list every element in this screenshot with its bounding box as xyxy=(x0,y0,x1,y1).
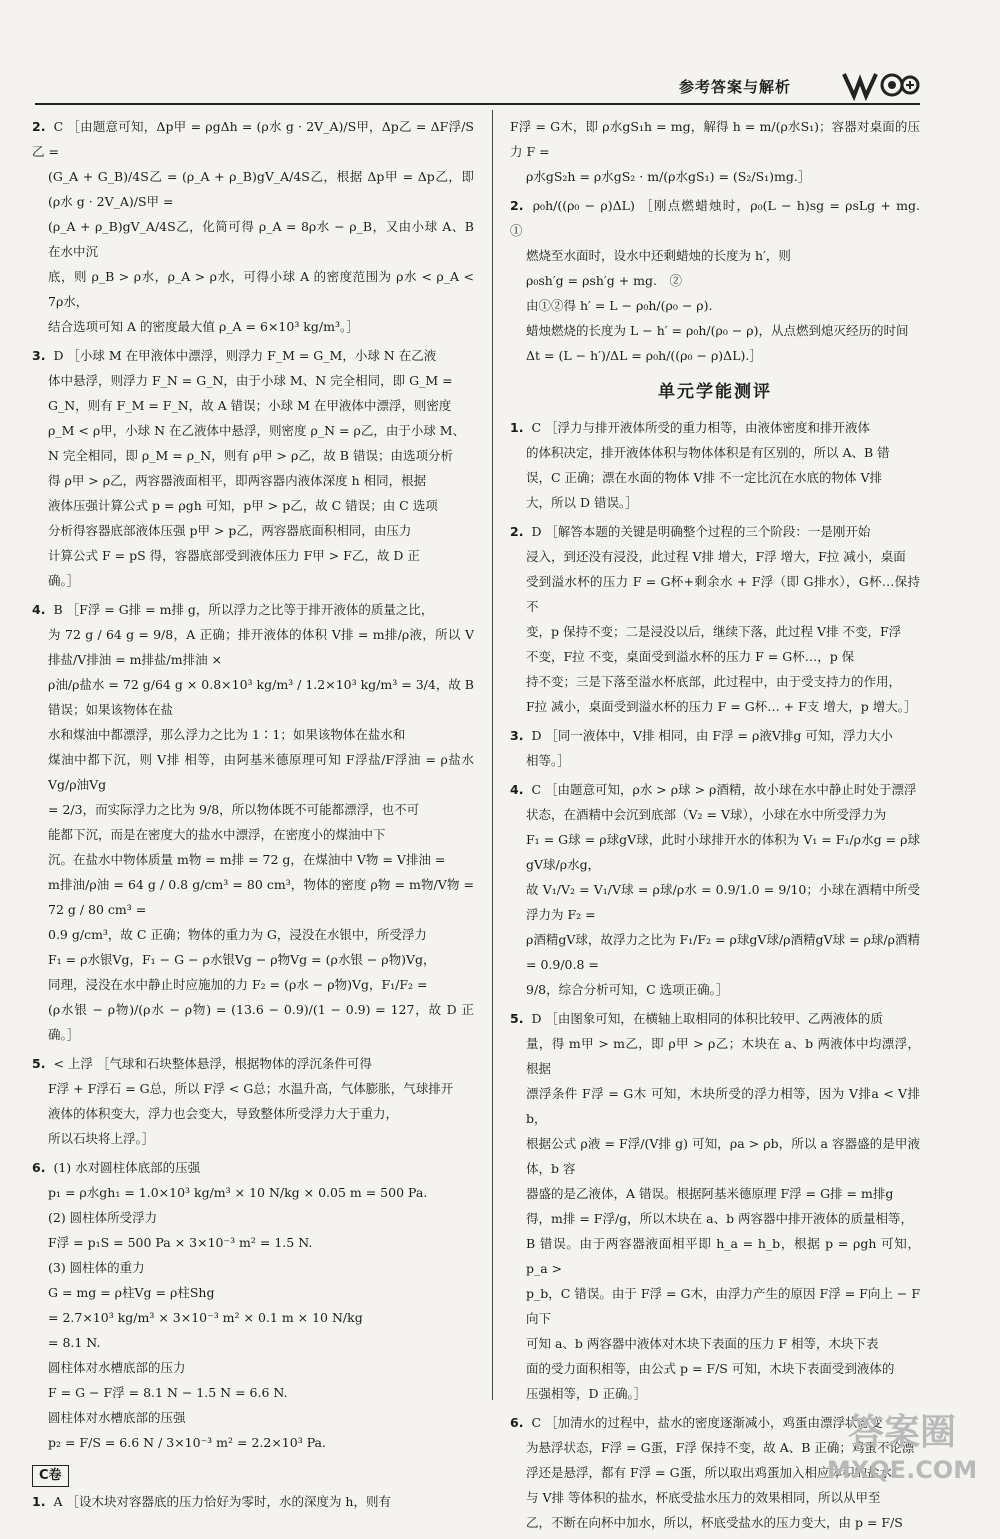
brand-logo-icon xyxy=(840,68,920,102)
item-line: F浮 + F浮石 = G总，所以 F浮 < G总；水温升高，气体膨胀，气球排开 xyxy=(48,1081,454,1096)
answer-item xyxy=(32,1155,474,1455)
item-line: ρ油/ρ盐水 = 72 g/64 g × 0.8×10³ kg/m³ / 1.2×10³ kg/m³ = 3/4，故 B 错误；如果该物体在盐 xyxy=(48,677,474,717)
item-line: < 上浮 ［气球和石块整体悬浮，根据物体的浮沉条件可得 xyxy=(53,1056,372,1071)
item-line: F拉 减小，桌面受到溢水杯的压力 F = G杯… + F支 增大，p 增大。］ xyxy=(526,699,917,714)
header-rule xyxy=(35,103,920,105)
item-line: G_N，则有 F_M = F_N，故 A 错误；小球 M 在甲液体中漂浮，则密度 xyxy=(48,398,452,413)
item-line: m排油/ρ油 = 64 g / 0.8 g/cm³ = 80 cm³，物体的密度 ρ物 = m物/V物 = 72 g / 80 cm³ = xyxy=(48,877,474,917)
answer-item xyxy=(510,723,920,773)
item-line: p_b，C 错误。由于 F浮 = G木，由浮力产生的原因 F浮 = F向上 − F向下 xyxy=(526,1286,920,1326)
item-line: D ［同一液体中，V排 相同，由 F浮 = ρ液V排g 可知，浮力大小 xyxy=(531,728,893,743)
answer-item xyxy=(510,777,920,1002)
item-line: 根据公式 ρ液 = F浮/(V排 g) 可知，ρa > ρb，所以 a 容器盛的是甲液体，b 容 xyxy=(526,1136,920,1176)
item-line: 蜡烛燃烧的长度为 L − h′ = ρ₀h/(ρ₀ − ρ)，从点燃到熄灭经历的时间 xyxy=(526,323,909,338)
item-line: ρ酒精gV球，故浮力之比为 F₁/F₂ = ρ球gV球/ρ酒精gV球 = ρ球/ρ酒精 = 0.9/0.8 = xyxy=(526,932,920,972)
item-line: C ［加清水的过程中，盐水的密度逐渐减小，鸡蛋由漂浮状态变 xyxy=(531,1415,883,1430)
item-line: F浮 = G木，即 ρ水gS₁h = mg，解得 h = m/(ρ水S₁)；容器对桌面的压力 F = xyxy=(510,119,920,159)
item-line: B 错误。由于两容器液面相平即 h_a = h_b，根据 p = ρgh 可知，p_a > xyxy=(526,1236,920,1276)
item-line: = 2.7×10³ kg/m³ × 3×10⁻³ m² × 0.1 m × 10 N/kg xyxy=(48,1310,363,1325)
item-line: F = G − F浮 = 8.1 N − 1.5 N = 6.6 N. xyxy=(48,1385,288,1400)
item-line: 可知 a、b 两容器中液体对木块下表面的压力 F 相等，木块下表 xyxy=(526,1336,879,1351)
item-line: C ［由题意可知，Δp甲 = ρgΔh = (ρ水 g · 2V_A)/S甲，Δp乙 = ΔF浮/S乙 = xyxy=(32,119,474,159)
item-line: 受到溢水杯的压力 F = G杯+剩余水 + F浮（即 G排水），G杯…保持不 xyxy=(526,574,920,614)
item-line: 漂浮条件 F浮 = G木 可知，木块所受的浮力相等，因为 V排a < V排b， xyxy=(526,1086,920,1126)
item-line: 液体的体积变大，浮力也会变大，导致整体所受浮力大于重力， xyxy=(48,1106,399,1121)
item-number: 6. xyxy=(510,1415,524,1430)
item-number: 4. xyxy=(32,602,46,617)
item-line: F₁ = G球 = ρ球gV球，此时小球排开水的体积为 V₁ = F₁/ρ水g = ρ球gV球/ρ水g， xyxy=(526,832,920,872)
item-line: (G_A + G_B)/4S乙 = (ρ_A + ρ_B)gV_A/4S乙，根据 Δp甲 = Δp乙，即 (ρ水 g · 2V_A)/S甲 = xyxy=(48,169,474,209)
item-number: 3. xyxy=(510,728,524,743)
header-title: 参考答案与解析 xyxy=(679,78,792,96)
item-line: 不变，F拉 不变，桌面受到溢水杯的压力 F = G杯…，p 保 xyxy=(526,649,855,664)
item-line: 由①②得 h′ = L − ρ₀h/(ρ₀ − ρ). xyxy=(526,298,713,313)
page-header xyxy=(675,66,920,106)
answer-item xyxy=(510,1006,920,1406)
answer-item xyxy=(32,1489,474,1514)
item-line: = 8.1 N. xyxy=(48,1335,101,1350)
watermark-text-top: 答案圈 xyxy=(847,1412,957,1453)
left-column xyxy=(32,114,474,1518)
item-line: F₁ = ρ水银Vg，F₁ − G − ρ水银Vg − ρ物Vg = (ρ水银 − ρ物)Vg， xyxy=(48,952,436,967)
item-line: 底，则 ρ_B > ρ水，ρ_A > ρ水，可得小球 A 的密度范围为 ρ水 < ρ_A < 7ρ水， xyxy=(48,269,474,309)
answer-item-continued xyxy=(510,114,920,189)
item-number: 6. xyxy=(32,1160,46,1175)
answer-item xyxy=(510,415,920,515)
item-line: 沉。在盐水中物体质量 m物 = m排 = 72 g，在煤油中 V物 = V排油 = xyxy=(48,852,446,867)
item-line: 液体压强计算公式 p = ρgh 可知，p甲 > p乙，故 C 错误；由 C 选项 xyxy=(48,498,438,513)
item-number: 2. xyxy=(510,198,524,213)
item-line: p₂ = F/S = 6.6 N / 3×10⁻³ m² = 2.2×10³ Pa. xyxy=(48,1435,326,1450)
item-line: 得，m排 = F浮/g，所以木块在 a、b 两容器中排开液体的质量相等， xyxy=(526,1211,914,1226)
right-column xyxy=(510,114,933,1539)
item-line: C ［浮力与排开液体所受的重力相等，由液体密度和排开液体 xyxy=(531,420,870,435)
item-number: 1. xyxy=(32,1494,46,1509)
item-line: 同理，浸没在水中静止时应施加的力 F₂ = (ρ水 − ρ物)Vg，F₁/F₂ = xyxy=(48,977,428,992)
answer-item xyxy=(32,1051,474,1151)
item-number: 2. xyxy=(32,119,46,134)
answer-item xyxy=(32,343,474,593)
item-number: 2. xyxy=(510,524,524,539)
answer-item xyxy=(32,597,474,1047)
item-line: D ［解答本题的关键是明确整个过程的三个阶段：一是刚开始 xyxy=(531,524,871,539)
item-line: ρ_M < ρ甲，小球 N 在乙液体中悬浮，则密度 ρ_N = ρ乙，由于小球 M、 xyxy=(48,423,466,438)
item-number: 5. xyxy=(510,1011,524,1026)
item-line: 水和煤油中都漂浮，那么浮力之比为 1∶1；如果该物体在盐水和 xyxy=(48,727,406,742)
item-line: A ［设木块对容器底的压力恰好为零时，水的深度为 h，则有 xyxy=(53,1494,391,1509)
item-line: 大，所以 D 错误。］ xyxy=(526,495,638,510)
item-line: = 2/3，而实际浮力之比为 9/8，所以物体既不可能都漂浮，也不可 xyxy=(48,802,420,817)
item-line: 得 ρ甲 > ρ乙，两容器液面相平，即两容器内液体深度 h 相同，根据 xyxy=(48,473,427,488)
item-line: 计算公式 F = pS 得，容器底部受到液体压力 F甲 > F乙，故 D 正 xyxy=(48,548,420,563)
item-line: 相等。］ xyxy=(526,753,570,768)
answer-item xyxy=(510,193,933,368)
item-line: G = mg = ρ柱Vg = ρ柱Shg xyxy=(48,1285,215,1300)
item-line: 器盛的是乙液体，A 错误。根据阿基米德原理 F浮 = G排 = m排g xyxy=(526,1186,894,1201)
item-line: (1) 水对圆柱体底部的压强 xyxy=(53,1160,201,1175)
item-line: (2) 圆柱体所受浮力 xyxy=(48,1210,158,1225)
item-line: B ［F浮 = G排 = m排 g，所以浮力之比等于排开液体的质量之比， xyxy=(53,602,434,617)
item-line: 能都下沉，而是在密度大的盐水中漂浮，在密度小的煤油中下 xyxy=(48,827,386,842)
item-line: (ρ水银 − ρ物)/(ρ水 − ρ物) = (13.6 − 0.9)/(1 − 0.9) = 127，故 D 正确。］ xyxy=(48,1002,474,1042)
item-line: N 完全相同，即 ρ_M = ρ_N，则有 ρ甲 > ρ乙，故 B 错误；由选项分析 xyxy=(48,448,453,463)
item-line: Δt = (L − h′)/ΔL = ρ₀h/((ρ₀ − ρ)ΔL).］ xyxy=(526,348,762,363)
item-number: 4. xyxy=(510,782,524,797)
watermark-logo xyxy=(812,1402,992,1488)
item-line: 持不变；三是下落至溢水杯底部，此过程中，由于受支持力的作用， xyxy=(526,674,902,689)
item-line: ρ水gS₂h = ρ水gS₂ · m/(ρ水gS₁) = (S₂/S₁)mg.］ xyxy=(526,169,811,184)
item-line: 0.9 g/cm³，故 C 正确；物体的重力为 G，浸没在水银中，所受浮力 xyxy=(48,927,427,942)
item-line: 体中悬浮，则浮力 F_N = G_N，由于小球 M、N 完全相同，即 G_M = xyxy=(48,373,453,388)
item-line: 分析得容器底部液体压强 p甲 > p乙，两容器底面积相同，由压力 xyxy=(48,523,412,538)
item-line: 圆柱体对水槽底部的压力 xyxy=(48,1360,186,1375)
watermark-text-bottom: MXQE.COM xyxy=(826,1456,978,1484)
item-number: 1. xyxy=(510,420,524,435)
item-line: (ρ_A + ρ_B)gV_A/4S乙，化简可得 ρ_A = 8ρ水 − ρ_B，又由小球 A、B 在水中沉 xyxy=(48,219,474,259)
item-line: (3) 圆柱体的重力 xyxy=(48,1260,145,1275)
item-line: 确。］ xyxy=(48,573,80,588)
item-line: F浮 = p₁S = 500 Pa × 3×10⁻³ m² = 1.5 N. xyxy=(48,1235,313,1250)
item-line: 浮还是悬浮，都有 F浮 = G蛋，所以取出鸡蛋加入相应体积的盐水 xyxy=(526,1465,893,1480)
item-line: 结合选项可知 A 的密度最大值 ρ_A = 6×10³ kg/m³。］ xyxy=(48,319,359,334)
item-line: 面的受力面积相等，由公式 p = F/S 可知，木块下表面受到液体的 xyxy=(526,1361,895,1376)
item-line: ρ₀sh′g = ρsh′g + mg. ② xyxy=(526,273,682,288)
item-line: 燃烧至水面时，设水中还剩蜡烛的长度为 h′，则 xyxy=(526,248,791,263)
item-line: 故 V₁/V₂ = V₁/V球 = ρ球/ρ水 = 0.9/1.0 = 9/10；小球在酒精中所受浮力为 F₂ = xyxy=(526,882,920,922)
section-title: 单元学能测评 xyxy=(658,382,772,402)
item-line: 为 72 g / 64 g = 9/8，A 正确；排开液体的体积 V排 = m排/ρ液，所以 V排盐/V排油 = m排盐/m排油 × xyxy=(48,627,474,667)
item-line: 圆柱体对水槽底部的压强 xyxy=(48,1410,186,1425)
item-line: 浸入，到还没有浸没，此过程 V排 增大，F浮 增大，F拉 减小，桌面 xyxy=(526,549,906,564)
item-line: 压强相等，D 正确。］ xyxy=(526,1386,647,1401)
item-line: 所以石块将上浮。］ xyxy=(48,1131,155,1146)
item-line: C ［由题意可知，ρ水 > ρ球 > ρ酒精，故小球在水中静止时处于漂浮 xyxy=(531,782,917,797)
item-line: 状态，在酒精中会沉到底部（V₂ = V球），小球在水中所受浮力为 xyxy=(526,807,887,822)
item-line: 为悬浮状态，F浮 = G蛋，F浮 保持不变，故 A、B 正确；鸡蛋不论漂 xyxy=(526,1440,915,1455)
item-line: 误，C 正确；漂在水面的物体 V排 不一定比沉在水底的物体 V排 xyxy=(526,470,883,485)
item-line: p₁ = ρ水gh₁ = 1.0×10³ kg/m³ × 10 N/kg × 0.05 m = 500 Pa. xyxy=(48,1185,428,1200)
item-number: 3. xyxy=(32,348,46,363)
item-line: 与 V排 等体积的盐水，杯底受盐水压力的效果相同，所以从甲至 xyxy=(526,1490,881,1505)
item-line: 变，p 保持不变；二是浸没以后，继续下落，此过程 V排 不变，F浮 xyxy=(526,624,902,639)
item-number: 5. xyxy=(32,1056,46,1071)
c-section-tag: C卷 xyxy=(32,1465,69,1487)
item-line: 9/8，综合分析可知，C 选项正确。］ xyxy=(526,982,729,997)
item-line: D ［小球 M 在甲液体中漂浮，则浮力 F_M = G_M，小球 N 在乙液 xyxy=(53,348,437,363)
item-line: 量，得 m甲 > m乙，即 ρ甲 > ρ乙；木块在 a、b 两液体中均漂浮，根据 xyxy=(526,1036,920,1076)
answer-item xyxy=(32,114,474,339)
item-line: ρ₀h/((ρ₀ − ρ)ΔL) ［刚点燃蜡烛时，ρ₀(L − h)sg = ρsLg + mg. ① xyxy=(510,198,933,238)
item-line: 乙，不断在向杯中加水，所以，杯底受盐水的压力变大，由 p = F/S xyxy=(526,1515,903,1530)
answer-item xyxy=(510,519,920,719)
item-line: 的体积决定，排开液体体积与物体体积是有区别的，所以 A、B 错 xyxy=(526,445,890,460)
column-divider xyxy=(492,110,493,1400)
item-line: D ［由图象可知，在横轴上取相同的体积比较甲、乙两液体的质 xyxy=(531,1011,883,1026)
item-line: 煤油中都下沉，则 V排 相等，由阿基米德原理可知 F浮盐/F浮油 = ρ盐水Vg/ρ油Vg xyxy=(48,752,474,792)
